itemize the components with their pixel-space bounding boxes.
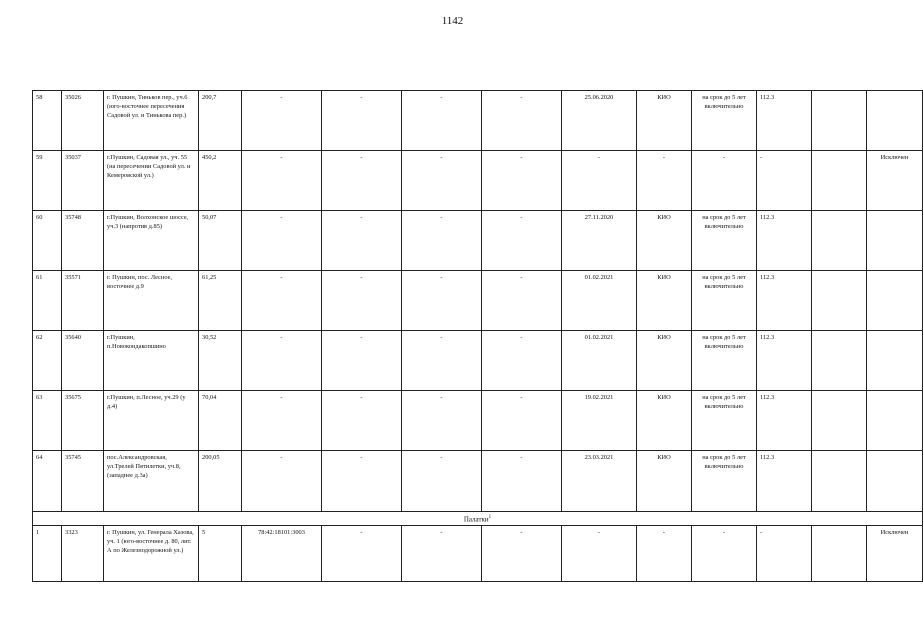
date-cell: 01.02.2021 xyxy=(562,271,637,331)
row-number: 61 xyxy=(33,271,62,331)
column-7-cell: - xyxy=(402,91,482,151)
row-number: 59 xyxy=(33,151,62,211)
column-13-cell xyxy=(812,525,867,581)
column-6-cell: - xyxy=(322,151,402,211)
column-8-cell: - xyxy=(482,331,562,391)
term-cell: на срок до 5 лет включительно xyxy=(692,451,757,511)
column-8-cell: - xyxy=(482,525,562,581)
table-row xyxy=(33,211,923,271)
organization-cell: КИО xyxy=(637,331,692,391)
object-code: 3323 xyxy=(62,525,104,581)
date-cell: 19.02.2021 xyxy=(562,391,637,451)
object-code: 35675 xyxy=(62,391,104,451)
cadastral-cell: - xyxy=(242,331,322,391)
table-row xyxy=(33,391,923,451)
column-6-cell: - xyxy=(322,271,402,331)
object-code: 35745 xyxy=(62,451,104,511)
column-6-cell: - xyxy=(322,331,402,391)
table-row xyxy=(33,271,923,331)
section-title xyxy=(33,511,923,525)
column-8-cell: - xyxy=(482,271,562,331)
column-6-cell: - xyxy=(322,211,402,271)
code-cell: 112.3 xyxy=(757,91,812,151)
column-13-cell xyxy=(812,91,867,151)
column-6-cell: - xyxy=(322,525,402,581)
organization-cell: КИО xyxy=(637,91,692,151)
cadastral-cell: - xyxy=(242,91,322,151)
table-row xyxy=(33,151,923,211)
object-code: 35640 xyxy=(62,331,104,391)
row-number: 1 xyxy=(33,525,62,581)
column-13-cell xyxy=(812,451,867,511)
address-cell: г. Пушкин, ул. Генерала Хазова, уч. 1 (юго-восточнее д. 80, лит. А по Железнодорожной ул.) xyxy=(104,525,199,581)
column-13-cell xyxy=(812,271,867,331)
address-cell: г.Пушкин, Волхонское шоссе, уч.3 (напротив д.85) xyxy=(104,211,199,271)
area-cell: 200,05 xyxy=(199,451,242,511)
column-13-cell xyxy=(812,151,867,211)
column-7-cell: - xyxy=(402,525,482,581)
area-cell: 50,07 xyxy=(199,211,242,271)
section-title-text: Палатки xyxy=(463,514,489,523)
row-number: 58 xyxy=(33,91,62,151)
term-cell: на срок до 5 лет включительно xyxy=(692,331,757,391)
object-code: 35571 xyxy=(62,271,104,331)
object-code: 35026 xyxy=(62,91,104,151)
term-cell: - xyxy=(692,151,757,211)
area-cell: 450,2 xyxy=(199,151,242,211)
area-cell: 5 xyxy=(199,525,242,581)
cadastral-cell: - xyxy=(242,451,322,511)
note-cell xyxy=(867,271,923,331)
area-cell: 70,04 xyxy=(199,391,242,451)
area-cell: 30,52 xyxy=(199,331,242,391)
code-cell: 112.3 xyxy=(757,451,812,511)
address-cell: г.Пушкин, п.Новокондакопшино xyxy=(104,331,199,391)
table-row xyxy=(33,91,923,151)
organization-cell: - xyxy=(637,151,692,211)
column-7-cell: - xyxy=(402,211,482,271)
organization-cell: КИО xyxy=(637,211,692,271)
section-header-row xyxy=(33,511,923,525)
date-cell: 23.03.2021 xyxy=(562,451,637,511)
column-7-cell: - xyxy=(402,151,482,211)
term-cell: на срок до 5 лет включительно xyxy=(692,91,757,151)
note-cell xyxy=(867,91,923,151)
cadastral-cell: - xyxy=(242,391,322,451)
cadastral-cell: - xyxy=(242,211,322,271)
code-cell: - xyxy=(757,151,812,211)
cadastral-cell: 78:42:18101:3003 xyxy=(242,525,322,581)
code-cell: 112.3 xyxy=(757,391,812,451)
column-8-cell: - xyxy=(482,211,562,271)
address-cell: пос.Александровская, ул.Трелей Пятилетки, уч.8, (западнее д.3а) xyxy=(104,451,199,511)
note-cell xyxy=(867,391,923,451)
organization-cell: - xyxy=(637,525,692,581)
column-7-cell: - xyxy=(402,451,482,511)
term-cell: на срок до 5 лет включительно xyxy=(692,211,757,271)
address-cell: г.Пушкин, Садовая ул., уч. 55 (на пересечении Садовой ул. и Кемеровской ул.) xyxy=(104,151,199,211)
object-code: 35748 xyxy=(62,211,104,271)
column-13-cell xyxy=(812,211,867,271)
term-cell: на срок до 5 лет включительно xyxy=(692,271,757,331)
column-13-cell xyxy=(812,391,867,451)
column-13-cell xyxy=(812,331,867,391)
area-cell: 200,7 xyxy=(199,91,242,151)
object-code: 35037 xyxy=(62,151,104,211)
code-cell: - xyxy=(757,525,812,581)
area-cell: 61,25 xyxy=(199,271,242,331)
table-row xyxy=(33,525,923,581)
note-cell xyxy=(867,451,923,511)
column-6-cell: - xyxy=(322,391,402,451)
code-cell: 112.3 xyxy=(757,271,812,331)
note-cell: Исключен xyxy=(867,151,923,211)
note-cell: Исключен xyxy=(867,525,923,581)
register-table xyxy=(32,90,923,582)
column-8-cell: - xyxy=(482,451,562,511)
cadastral-cell: - xyxy=(242,151,322,211)
table-row xyxy=(33,331,923,391)
note-cell xyxy=(867,331,923,391)
organization-cell: КИО xyxy=(637,391,692,451)
column-7-cell: - xyxy=(402,331,482,391)
organization-cell: КИО xyxy=(637,451,692,511)
organization-cell: КИО xyxy=(637,271,692,331)
cadastral-cell: - xyxy=(242,271,322,331)
row-number: 63 xyxy=(33,391,62,451)
column-8-cell: - xyxy=(482,91,562,151)
date-cell: 27.11.2020 xyxy=(562,211,637,271)
note-cell xyxy=(867,211,923,271)
row-number: 62 xyxy=(33,331,62,391)
address-cell: г. Пушкин, Тиньков пер., уч.6 (юго-восточнее пересечения Садовой ул. и Тинькова пер.) xyxy=(104,91,199,151)
column-6-cell: - xyxy=(322,451,402,511)
code-cell: 112.3 xyxy=(757,331,812,391)
date-cell: 01.02.2021 xyxy=(562,331,637,391)
table-row xyxy=(33,451,923,511)
page-number: 1142 xyxy=(441,15,464,27)
address-cell: г.Пушкин, п.Лесное, уч.29 (у д.4) xyxy=(104,391,199,451)
term-cell: на срок до 5 лет включительно xyxy=(692,391,757,451)
code-cell: 112.3 xyxy=(757,211,812,271)
footnote-mark: 1 xyxy=(488,514,492,520)
column-7-cell: - xyxy=(402,391,482,451)
row-number: 64 xyxy=(33,451,62,511)
date-cell: 25.06.2020 xyxy=(562,91,637,151)
column-7-cell: - xyxy=(402,271,482,331)
date-cell: - xyxy=(562,525,637,581)
address-cell: г. Пушкин, пос. Лесное, восточнее д.9 xyxy=(104,271,199,331)
date-cell: - xyxy=(562,151,637,211)
column-6-cell: - xyxy=(322,91,402,151)
row-number: 60 xyxy=(33,211,62,271)
column-8-cell: - xyxy=(482,151,562,211)
term-cell: - xyxy=(692,525,757,581)
column-8-cell: - xyxy=(482,391,562,451)
